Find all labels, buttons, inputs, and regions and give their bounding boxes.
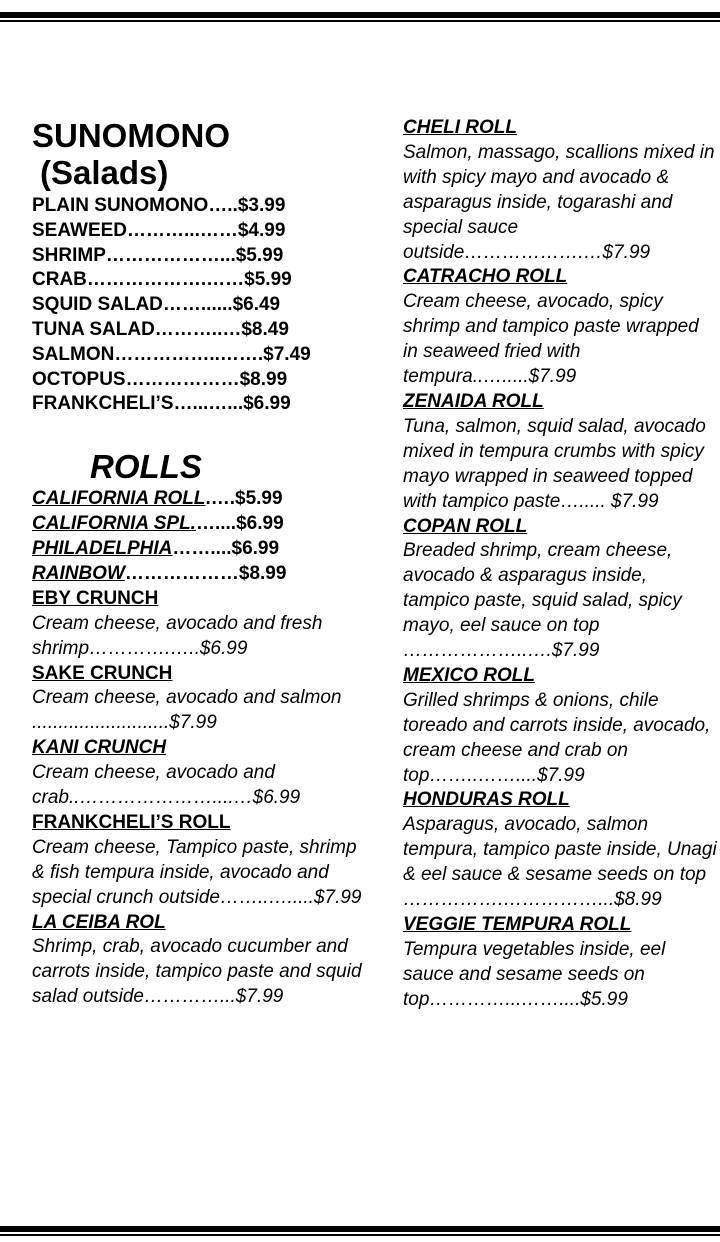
roll-description: Cream cheese, avocado and fresh shrimp………….…..$6.99 [32,612,323,659]
roll-item [32,911,362,1011]
roll-name: CATRACHO ROLL [403,266,568,288]
roll-name: PHILADELPHIA [32,537,173,559]
roll-item [32,736,362,811]
roll-price-line [32,562,362,587]
sunomono-item: SQUID SALAD……......$6.49 [32,294,281,316]
roll-name: MEXICO ROLL [403,664,535,686]
sunomono-item: PLAIN SUNOMONO…..$3.99 [32,195,286,216]
roll-name: EBY CRUNCH [32,587,159,609]
roll-name: RAINBOW [32,562,125,584]
roll-price: .….$5.99 [205,488,283,510]
sunomono-subtitle: (Salads) [40,154,169,191]
roll-description: Shrimp, crab, avocado cucumber and carrots inside, tampico paste and squid salad outside…………...$7.99 [32,936,362,1008]
roll-description: Cream cheese, avocado, spicy shrimp and tampico paste wrapped in seaweed fried with tempura..….....$7.99 [403,291,699,388]
sunomono-list [32,194,362,417]
right-column [403,116,718,1013]
top-border [0,12,720,18]
sunomono-item: TUNA SALAD………..…$8.49 [32,318,289,340]
roll-name: COPAN ROLL [403,515,528,537]
roll-item [403,913,718,1013]
rolls-price-list [32,487,362,587]
roll-item [403,788,718,913]
roll-description: Cream cheese, avocado and salmon ..........................$7.99 [32,687,342,734]
roll-name: LA CEIBA ROL [32,911,166,933]
roll-description: Asparagus, avocado, salmon tempura, tampico paste inside, Unagi & eel sauce & sesame seeds on top …………….……………...$8.99 [403,814,717,911]
roll-price: …....$6.99 [195,513,284,535]
bottom-border [0,1226,720,1232]
roll-name: KANI CRUNCH [32,737,167,759]
sunomono-item: CRAB……………….……$5.99 [32,269,292,291]
roll-description: Grilled shrimps & onions, chile toreado and carrots inside, avocado, cream cheese and crab on top……..……....$7.99 [403,689,711,786]
roll-item [32,662,362,737]
sunomono-item: FRANKCHELI’S…...…...$6.99 [32,393,291,415]
roll-price-line [32,487,362,512]
sunomono-item: SALMON……………..…….$7.49 [32,343,311,365]
sunomono-title: SUNOMONO [32,117,230,154]
roll-item [403,664,718,789]
bottom-border-thin [0,1234,720,1236]
roll-description: Tuna, salmon, squid salad, avocado mixed in tempura crumbs with spicy mayo wrapped in seaweed topped with tampico paste…..... $7.99 [403,415,706,512]
roll-item [403,265,718,390]
roll-item [32,587,362,662]
roll-price: ……....$6.99 [172,537,280,559]
roll-price-line [32,537,362,562]
roll-name: CALIFORNIA SPL. [32,513,196,535]
roll-item [403,116,718,265]
roll-name: HONDURAS ROLL [403,789,570,811]
top-border-thin [0,20,720,22]
roll-description: Cream cheese, Tampico paste, shrimp & fish tempura inside, avocado and special crunch outside……..….....$7.99 [32,836,362,908]
roll-name: ZENAIDA ROLL [403,390,544,412]
roll-item [403,390,718,515]
sunomono-item: SHRIMP………………...$5.99 [32,244,284,266]
roll-description: Cream cheese, avocado and crab..…………………....…$6.99 [32,762,301,809]
roll-name: CHELI ROLL [403,117,517,138]
roll-description: Breaded shrimp, cream cheese, avocado & asparagus inside, tampico paste, squid salad, spicy mayo, eel sauce on top ………………..….$7.99 [403,540,682,662]
sunomono-item: SEAWEED………...……$4.99 [32,219,286,241]
roll-name: FRANKCHELI’S ROLL [32,811,231,833]
roll-price: ………………$8.99 [124,562,287,584]
rolls-title: ROLLS [90,448,202,486]
roll-item [32,811,362,911]
roll-name: SAKE CRUNCH [32,662,173,684]
roll-item [403,515,718,664]
roll-price-line [32,512,362,537]
left-column [32,118,362,1010]
roll-description: Salmon, massago, scallions mixed in with spicy mayo and avocado & asparagus inside, togarashi and special sauce outside……………….…$7.99 [403,141,715,263]
roll-description: Tempura vegetables inside, eel sauce and sesame seeds on top…………...……....$5.99 [403,938,666,1010]
roll-name: VEGGIE TEMPURA ROLL [403,914,632,935]
roll-name: CALIFORNIA ROLL [32,488,206,510]
sunomono-item: OCTOPUS………………$8.99 [32,368,288,390]
